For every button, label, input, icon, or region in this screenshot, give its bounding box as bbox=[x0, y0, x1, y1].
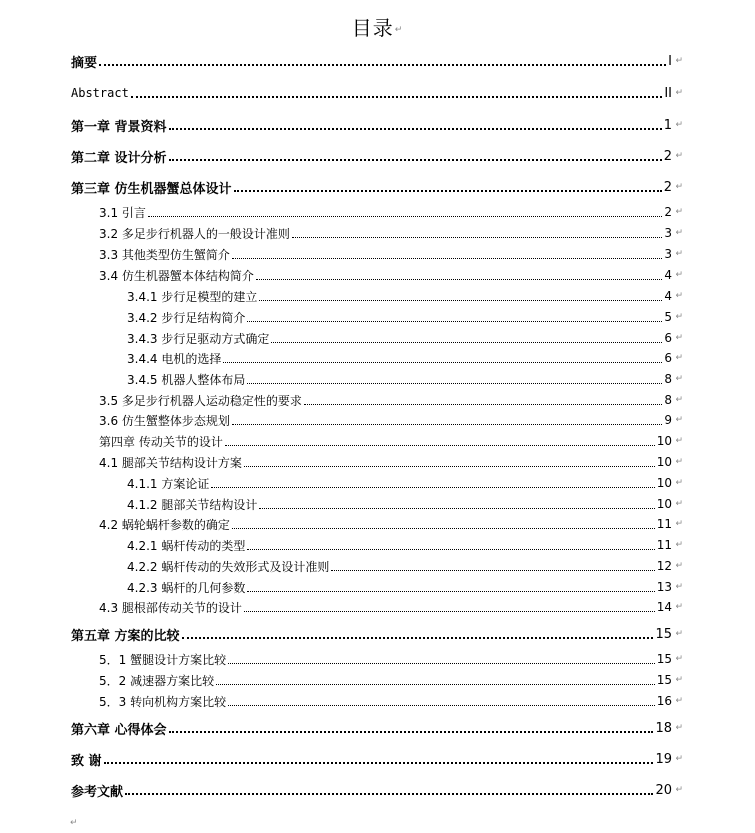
toc-entry[interactable] bbox=[71, 115, 683, 135]
paragraph-mark-icon: ↵ bbox=[675, 88, 683, 98]
toc-entry[interactable] bbox=[127, 307, 683, 327]
toc-entry-label: 5．1 蟹腿设计方案比较 bbox=[99, 652, 227, 667]
toc-dot-leader bbox=[244, 466, 655, 467]
toc-entry[interactable] bbox=[71, 624, 683, 644]
toc-dot-leader bbox=[244, 611, 655, 612]
toc-dot-leader bbox=[247, 549, 654, 550]
paragraph-mark-icon: ↵ bbox=[394, 24, 404, 35]
toc-entry-label: 第三章 仿生机器蟹总体设计 bbox=[71, 181, 232, 197]
toc-entry[interactable] bbox=[99, 244, 683, 264]
toc-entry-label: 3.2 多足步行机器人的一般设计准则 bbox=[99, 226, 290, 241]
toc-entry-label: 致 谢 bbox=[71, 753, 102, 769]
toc-entry[interactable] bbox=[99, 670, 683, 690]
toc-entry[interactable] bbox=[127, 348, 683, 368]
paragraph-mark-icon: ↵ bbox=[675, 270, 683, 280]
paragraph-mark-icon: ↵ bbox=[675, 395, 683, 405]
toc-entry[interactable] bbox=[99, 514, 683, 534]
toc-entry-label: 4.3 腿根部传动关节的设计 bbox=[99, 600, 242, 615]
toc-entry-page: 10 bbox=[656, 455, 672, 469]
toc-entry-label: 第五章 方案的比较 bbox=[71, 628, 180, 644]
toc-entry-page: 15 bbox=[656, 673, 672, 687]
toc-entry-page: 4 bbox=[664, 289, 672, 303]
toc-entry-page: 12 bbox=[656, 559, 672, 573]
toc-entry[interactable] bbox=[127, 535, 683, 555]
paragraph-mark-icon: ↵ bbox=[675, 457, 683, 467]
toc-entry-page: I bbox=[668, 53, 672, 69]
toc-entry-page: 8 bbox=[664, 372, 672, 386]
paragraph-mark-icon: ↵ bbox=[675, 696, 683, 706]
toc-title bbox=[0, 12, 755, 41]
toc-entry-page: 6 bbox=[664, 331, 672, 345]
toc-entry-page: 19 bbox=[655, 751, 672, 767]
paragraph-mark-icon: ↵ bbox=[70, 818, 78, 828]
paragraph-mark-icon: ↵ bbox=[675, 374, 683, 384]
toc-dot-leader bbox=[99, 64, 666, 66]
toc-dot-leader bbox=[247, 383, 662, 384]
toc-entry-page: 16 bbox=[656, 694, 672, 708]
paragraph-mark-icon: ↵ bbox=[675, 723, 683, 733]
toc-dot-leader bbox=[232, 528, 655, 529]
toc-entry-page: 4 bbox=[664, 268, 672, 282]
toc-entry[interactable] bbox=[127, 369, 683, 389]
toc-entry-label: Abstract bbox=[71, 86, 129, 100]
toc-dot-leader bbox=[223, 362, 662, 363]
toc-entry-page: 9 bbox=[664, 413, 672, 427]
toc-entry-page: 10 bbox=[656, 434, 672, 448]
toc-entry[interactable] bbox=[99, 597, 683, 617]
toc-entry[interactable] bbox=[127, 473, 683, 493]
toc-entry-page: 1 bbox=[663, 117, 672, 133]
toc-entry[interactable] bbox=[99, 691, 683, 711]
toc-dot-leader bbox=[292, 237, 662, 238]
toc-entry-label: 5．2 减速器方案比较 bbox=[99, 673, 215, 688]
toc-entry-label: 3.4.5 机器人整体布局 bbox=[127, 372, 246, 387]
paragraph-mark-icon: ↵ bbox=[675, 478, 683, 488]
toc-dot-leader bbox=[256, 279, 662, 280]
paragraph-mark-icon: ↵ bbox=[675, 519, 683, 529]
toc-entry[interactable] bbox=[71, 51, 683, 71]
toc-entry-label: 3.5 多足步行机器人运动稳定性的要求 bbox=[99, 393, 302, 408]
paragraph-mark-icon: ↵ bbox=[675, 228, 683, 238]
toc-entry-page: 11 bbox=[656, 517, 672, 531]
toc-entry[interactable] bbox=[127, 328, 683, 348]
paragraph-mark-icon: ↵ bbox=[675, 291, 683, 301]
toc-entry-label: 4.2.1 蜗杆传动的类型 bbox=[127, 538, 246, 553]
toc-dot-leader bbox=[169, 128, 662, 130]
toc-dot-leader bbox=[331, 570, 654, 571]
toc-entry-label: 4.1 腿部关节结构设计方案 bbox=[99, 455, 242, 470]
toc-entry-label: 3.4.2 步行足结构简介 bbox=[127, 310, 246, 325]
toc-entry[interactable] bbox=[71, 718, 683, 738]
paragraph-mark-icon: ↵ bbox=[675, 436, 683, 446]
toc-dot-leader bbox=[216, 684, 655, 685]
toc-dot-leader bbox=[182, 637, 654, 639]
toc-entry-label: 第二章 设计分析 bbox=[71, 150, 167, 166]
toc-entry-label: 4.2.2 蜗杆传动的失效形式及设计准则 bbox=[127, 559, 330, 574]
toc-entry-page: 3 bbox=[664, 247, 672, 261]
toc-dot-leader bbox=[232, 424, 662, 425]
toc-dot-leader bbox=[304, 404, 662, 405]
toc-entry[interactable] bbox=[127, 577, 683, 597]
toc-entry-page: II bbox=[664, 85, 672, 101]
paragraph-mark-icon: ↵ bbox=[675, 415, 683, 425]
toc-entry-page: 18 bbox=[655, 720, 672, 736]
toc-dot-leader bbox=[247, 591, 654, 592]
toc-entry-label: 4.2.3 蜗杆的几何参数 bbox=[127, 580, 246, 595]
toc-entry-label: 4.2 蜗轮蜗杆参数的确定 bbox=[99, 517, 230, 532]
toc-entry-page: 6 bbox=[664, 351, 672, 365]
toc-entry-label: 5．3 转向机构方案比较 bbox=[99, 694, 227, 709]
toc-entry[interactable] bbox=[71, 146, 683, 166]
toc-entry-label: 3.3 其他类型仿生蟹简介 bbox=[99, 247, 230, 262]
toc-title-text: 目录 bbox=[351, 16, 394, 40]
toc-entry-label: 3.4.4 电机的选择 bbox=[127, 351, 222, 366]
toc-entry-page: 5 bbox=[664, 310, 672, 324]
toc-dot-leader bbox=[271, 342, 662, 343]
toc-entry[interactable] bbox=[99, 390, 683, 410]
paragraph-mark-icon: ↵ bbox=[675, 312, 683, 322]
toc-entry-page: 2 bbox=[664, 205, 672, 219]
toc-entry-page: 2 bbox=[663, 179, 672, 195]
paragraph-mark-icon: ↵ bbox=[675, 182, 683, 192]
toc-dot-leader bbox=[259, 508, 654, 509]
paragraph-mark-icon: ↵ bbox=[675, 207, 683, 217]
paragraph-mark-icon: ↵ bbox=[675, 754, 683, 764]
toc-entry-page: 20 bbox=[655, 782, 672, 798]
toc-dot-leader bbox=[232, 258, 662, 259]
toc-dot-leader bbox=[125, 793, 653, 795]
toc-dot-leader bbox=[259, 300, 662, 301]
toc-entry-label: 第六章 心得体会 bbox=[71, 722, 167, 738]
toc-entry-label: 3.4 仿生机器蟹本体结构简介 bbox=[99, 268, 254, 283]
toc-entry[interactable] bbox=[99, 431, 683, 451]
toc-entry-page: 15 bbox=[655, 626, 672, 642]
toc-entry[interactable] bbox=[127, 286, 683, 306]
toc-entry-page: 3 bbox=[664, 226, 672, 240]
toc-entry-page: 2 bbox=[663, 148, 672, 164]
toc-entry-page: 14 bbox=[656, 600, 672, 614]
toc-entry-page: 15 bbox=[656, 652, 672, 666]
toc-entry[interactable] bbox=[71, 177, 683, 197]
toc-entry-label: 3.4.1 步行足模型的建立 bbox=[127, 289, 258, 304]
paragraph-mark-icon: ↵ bbox=[675, 654, 683, 664]
toc-entry[interactable] bbox=[99, 649, 683, 669]
paragraph-mark-icon: ↵ bbox=[675, 499, 683, 509]
paragraph-mark-icon: ↵ bbox=[675, 602, 683, 612]
toc-entry-page: 8 bbox=[664, 393, 672, 407]
paragraph-mark-icon: ↵ bbox=[675, 56, 683, 66]
toc-dot-leader bbox=[228, 663, 655, 664]
toc-entry[interactable] bbox=[99, 202, 683, 222]
toc-dot-leader bbox=[225, 445, 655, 446]
toc-entry[interactable] bbox=[71, 749, 683, 769]
toc-entry-page: 11 bbox=[656, 538, 672, 552]
toc-entry-label: 参考文献 bbox=[71, 784, 124, 800]
toc-entry[interactable] bbox=[127, 556, 683, 576]
toc-entry-label: 摘要 bbox=[71, 55, 98, 71]
toc-dot-leader bbox=[169, 159, 662, 161]
paragraph-mark-icon: ↵ bbox=[675, 249, 683, 259]
paragraph-mark-icon: ↵ bbox=[675, 561, 683, 571]
toc-dot-leader bbox=[247, 321, 662, 322]
toc-entry-page: 10 bbox=[656, 476, 672, 490]
toc-dot-leader bbox=[234, 190, 662, 192]
toc-entry-label: 3.4.3 步行足驱动方式确定 bbox=[127, 331, 270, 346]
toc-entry[interactable] bbox=[99, 410, 683, 430]
toc-dot-leader bbox=[104, 762, 654, 764]
paragraph-mark-icon: ↵ bbox=[675, 629, 683, 639]
toc-entry[interactable] bbox=[99, 452, 683, 472]
toc-entry[interactable] bbox=[127, 494, 683, 514]
toc-entry-page: 10 bbox=[656, 497, 672, 511]
paragraph-mark-icon: ↵ bbox=[675, 151, 683, 161]
toc-dot-leader bbox=[148, 216, 662, 217]
toc-entry-label: 4.1.2 腿部关节结构设计 bbox=[127, 497, 258, 512]
paragraph-mark-icon: ↵ bbox=[675, 540, 683, 550]
toc-dot-leader bbox=[228, 705, 655, 706]
paragraph-mark-icon: ↵ bbox=[675, 333, 683, 343]
toc-entry-label: 第一章 背景资料 bbox=[71, 119, 167, 135]
toc-entry-label: 4.1.1 方案论证 bbox=[127, 476, 210, 491]
paragraph-mark-icon: ↵ bbox=[675, 785, 683, 795]
toc-dot-leader bbox=[131, 96, 663, 98]
toc-entry[interactable] bbox=[71, 83, 683, 103]
paragraph-mark-icon: ↵ bbox=[675, 582, 683, 592]
paragraph-mark-icon: ↵ bbox=[675, 353, 683, 363]
toc-entry[interactable] bbox=[99, 223, 683, 243]
toc-dot-leader bbox=[211, 487, 654, 488]
paragraph-mark-icon: ↵ bbox=[675, 120, 683, 130]
toc-entry[interactable] bbox=[99, 265, 683, 285]
paragraph-mark-icon: ↵ bbox=[675, 675, 683, 685]
toc-entry[interactable] bbox=[71, 780, 683, 800]
toc-entry-page: 13 bbox=[656, 580, 672, 594]
toc-entry-label: 第四章 传动关节的设计 bbox=[99, 434, 223, 449]
toc-entry-label: 3.6 仿生蟹整体步态规划 bbox=[99, 413, 230, 428]
toc-entry-label: 3.1 引言 bbox=[99, 205, 146, 220]
toc-dot-leader bbox=[169, 731, 654, 733]
